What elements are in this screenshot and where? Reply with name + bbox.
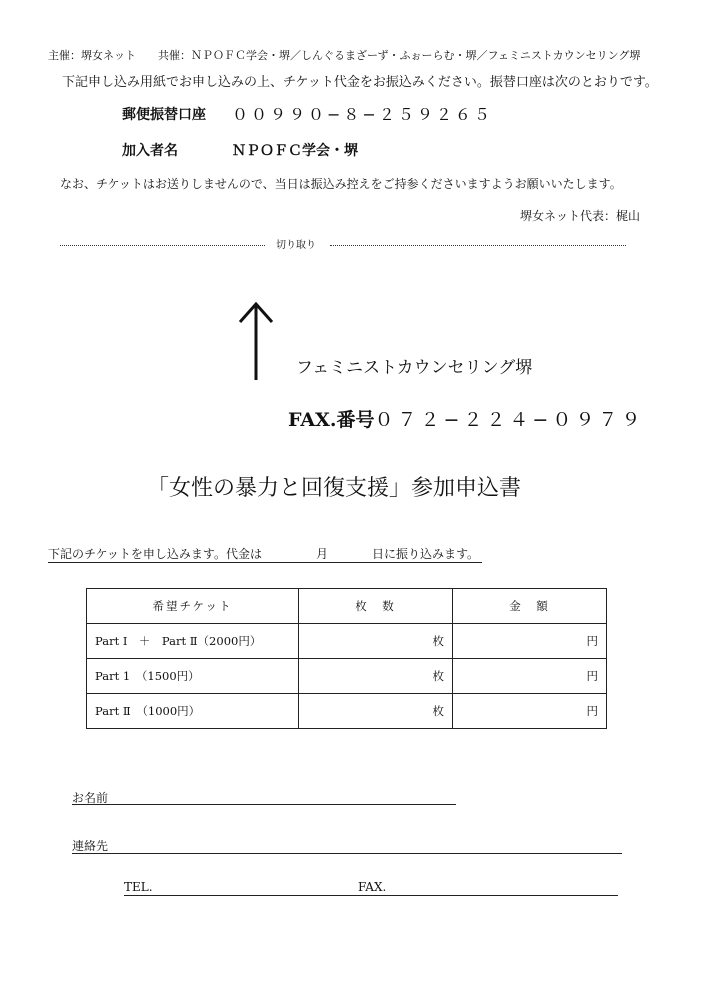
ticket-name: Part Ⅰ ＋ Part Ⅱ（2000円） [87, 624, 299, 659]
ticket-name: Part Ⅱ （1000円） [87, 694, 299, 729]
contact-label: 連絡先 [72, 839, 109, 853]
cut-here-label: 切り取り [276, 240, 316, 251]
table-row [87, 659, 607, 694]
account-label: 郵便振替口座 [122, 107, 206, 123]
cut-line-right [330, 245, 626, 246]
form-title: 「女性の暴力と回復支援」参加申込書 [147, 476, 522, 501]
contact-field[interactable] [72, 853, 622, 854]
ticket-table [86, 588, 607, 729]
subscriber-label: 加入者名 [122, 143, 178, 159]
count-cell[interactable] [299, 694, 453, 729]
amount-cell[interactable] [453, 694, 607, 729]
payment-month: 月 [316, 547, 329, 561]
amount-unit: 円 [586, 634, 598, 648]
tel-label: TEL. [124, 880, 153, 894]
ticket-name: Part 1 （1500円） [87, 659, 299, 694]
name-label: お名前 [72, 791, 109, 805]
instruction-text: 下記申し込み用紙でお申し込みの上、チケット代金をお振込みください。振替口座は次のとおりです。 [62, 75, 658, 90]
payment-suffix: 日に振り込みます。 [372, 547, 480, 561]
amount-unit: 円 [586, 669, 598, 683]
amount-unit: 円 [586, 704, 598, 718]
account-number: ００９９０−８−２５９２６５ [232, 105, 493, 124]
subscriber-name: ＮＰＯＦＣ学会・堺 [232, 143, 358, 159]
notice-text: なお、チケットはお送りしませんので、当日は振込み控えをご持参くださいますようお願いいたします。 [60, 177, 622, 191]
representative-text: 堺女ネット代表：梶山 [520, 209, 641, 223]
header-amount: 金 額 [453, 589, 607, 624]
count-unit: 枚 [432, 704, 444, 718]
fax-field[interactable] [358, 895, 618, 896]
name-field[interactable] [72, 804, 456, 805]
header-count: 枚 数 [299, 589, 453, 624]
table-row [87, 694, 607, 729]
amount-cell[interactable] [453, 659, 607, 694]
header-ticket: 希望チケット [87, 589, 299, 624]
organizers-text: 主催：堺女ネット 共催：ＮＰＯＦＣ学会・堺／しんぐるまざーず・ふぉーらむ・堺／フェミニストカウンセリング堺 [48, 49, 641, 62]
count-cell[interactable] [299, 659, 453, 694]
count-unit: 枚 [432, 669, 444, 683]
fax-number-label: FAX.番号 [288, 409, 375, 431]
tel-field[interactable] [124, 895, 358, 896]
payment-prefix: 下記のチケットを申し込みます。代金は [48, 547, 262, 561]
cut-line-left [60, 245, 265, 246]
count-cell[interactable] [299, 624, 453, 659]
amount-cell[interactable] [453, 624, 607, 659]
table-header-row [87, 589, 607, 624]
fax-number: ０７２−２２４−０９７９ [374, 409, 645, 431]
count-unit: 枚 [432, 634, 444, 648]
up-arrow-icon [236, 300, 276, 382]
fax-number-line [288, 405, 644, 432]
fax-recipient: フェミニストカウンセリング堺 [296, 358, 533, 378]
fax-label: FAX. [358, 880, 387, 894]
table-row [87, 624, 607, 659]
payment-underline [48, 562, 482, 563]
